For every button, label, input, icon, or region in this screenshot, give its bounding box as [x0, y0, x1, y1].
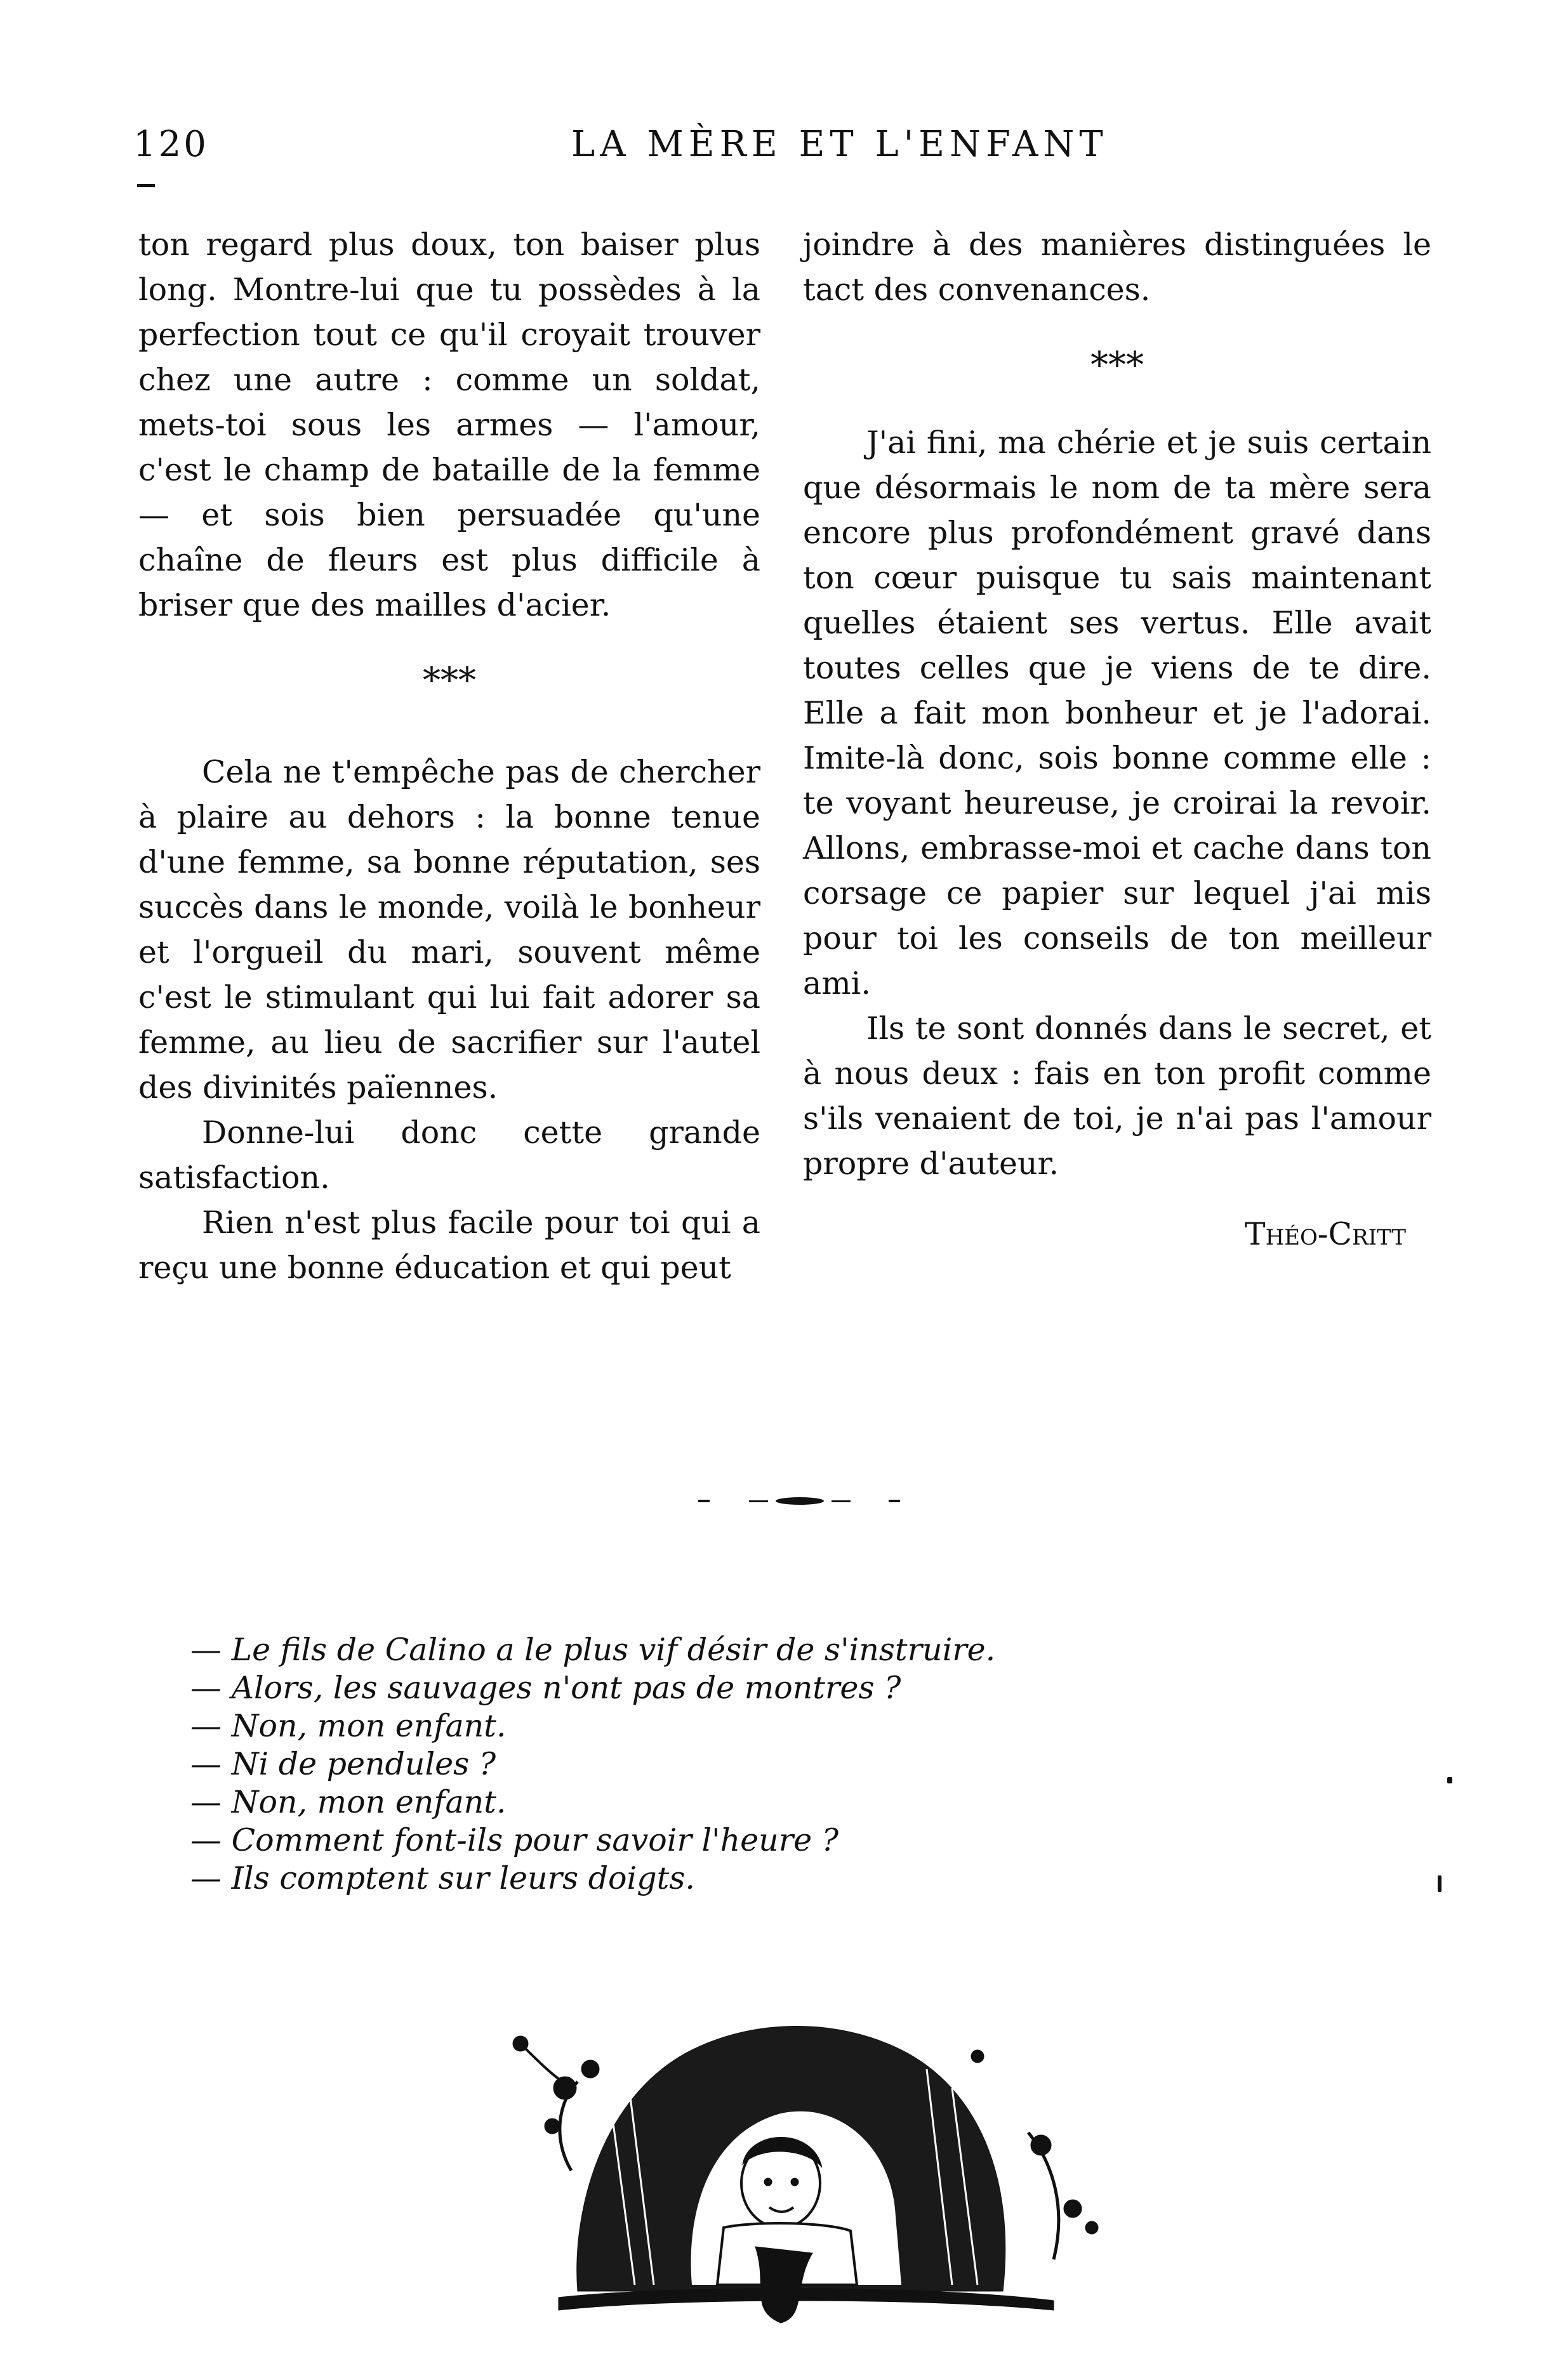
ornament-line-right [832, 1500, 851, 1502]
foliage-leaf [581, 2060, 599, 2078]
right-asterism [803, 345, 1431, 399]
author-signature: Théo-Critt [1244, 1216, 1406, 1252]
foliage-leaf [1085, 2221, 1098, 2234]
dialogue-line: — Ni de pendules ? [190, 1746, 496, 1782]
foliage-leaf [553, 2077, 576, 2099]
left-asterism-glyphs: *** [423, 660, 476, 701]
ink-speck [1438, 1875, 1441, 1892]
foliage-leaf [545, 2119, 560, 2134]
page-number: 120 [133, 124, 209, 165]
ornament-line-left [749, 1500, 768, 1502]
ink-speck [1447, 1777, 1452, 1783]
right-asterism-glyphs: *** [1090, 345, 1144, 386]
ornament-divider [698, 1495, 927, 1507]
dialogue-line: — Le fils de Calino a le plus vif désir de s'instruire. [190, 1632, 996, 1668]
right-paragraph-3: Ils te sont donnés dans le secret, et à nous deux : fais en ton profit comme s'ils venaient de toi, je n'ai pas l'amour propre d'auteur. [803, 1010, 1431, 1182]
anecdote-dialogue [190, 1631, 1396, 1898]
dialogue-line: — Comment font-ils pour savoir l'heure ? [190, 1822, 838, 1858]
right-column [803, 222, 1431, 1257]
foliage-leaf [1031, 2135, 1051, 2155]
dialogue-line: — Alors, les sauvages n'ont pas de montres ? [190, 1670, 901, 1706]
foliage-leaf [971, 2050, 984, 2063]
left-paragraph-4: Rien n'est plus facile pour toi qui a reçu une bonne éducation et qui peut [138, 1205, 760, 1286]
dialogue-line: — Non, mon enfant. [190, 1708, 507, 1744]
running-title: LA MÈRE ET L'ENFANT [571, 124, 1108, 165]
header-dash [137, 184, 155, 187]
left-paragraph-2: Cela ne t'empêche pas de chercher à plaire au dehors : la bonne tenue d'une femme, sa bonne réputation, ses succès dans le monde, voilà le bonheur et l'orgueil du mari, souvent même c'est le stimulant qui lui fait adorer sa femme, au lieu de sacrifier sur l'autel des divinités païennes. [138, 754, 760, 1106]
right-paragraph-2: J'ai fini, ma chérie et je suis certain que désormais le nom de ta mère sera encore plus profondément gravé dans ton cœur puisque tu sais maintenant quelles étaient ses vertus. Elle avait toutes celles que je viens de te dire. Elle a fait mon bonheur et je l'adorai. Imite-là donc, sois bonne comme elle : te voyant heureuse, je croirai la revoir. Allons, embrasse-moi et cache dans ton corsage ce papier sur lequel j'ai mis pour toi les conseils de ton meilleur ami. [803, 425, 1431, 1002]
right-paragraph-1: joindre à des manières distinguées le tact des convenances. [803, 227, 1431, 308]
child-eye-right [791, 2178, 799, 2186]
child-vignette-illustration [482, 2018, 1123, 2336]
ornament-center [776, 1497, 824, 1505]
ornament-dash-left [698, 1500, 710, 1502]
vignette-ground [559, 2289, 1054, 2310]
foliage-leaf [1064, 2200, 1082, 2218]
left-column [138, 222, 760, 1290]
foliage-stem-top-left [520, 2044, 571, 2088]
dialogue-line: — Non, mon enfant. [190, 1784, 507, 1820]
child-eye-left [764, 2178, 772, 2186]
left-paragraph-1: ton regard plus doux, ton baiser plus long. Montre-lui que tu possèdes à la perfection tout ce qu'il croyait trouver chez une autre : comme un soldat, mets-toi sous les armes — l'amour, c'est le champ de bataille de la femme — et sois bien persuadée qu'une chaîne de fleurs est plus difficile à briser que des mailles d'acier. [138, 227, 760, 623]
dialogue-line: — Ils comptent sur leurs doigts. [190, 1860, 696, 1896]
left-paragraph-3: Donne-lui donc cette grande satisfaction. [138, 1114, 760, 1196]
left-asterism [138, 660, 760, 714]
ornament-dash-right [889, 1500, 900, 1502]
